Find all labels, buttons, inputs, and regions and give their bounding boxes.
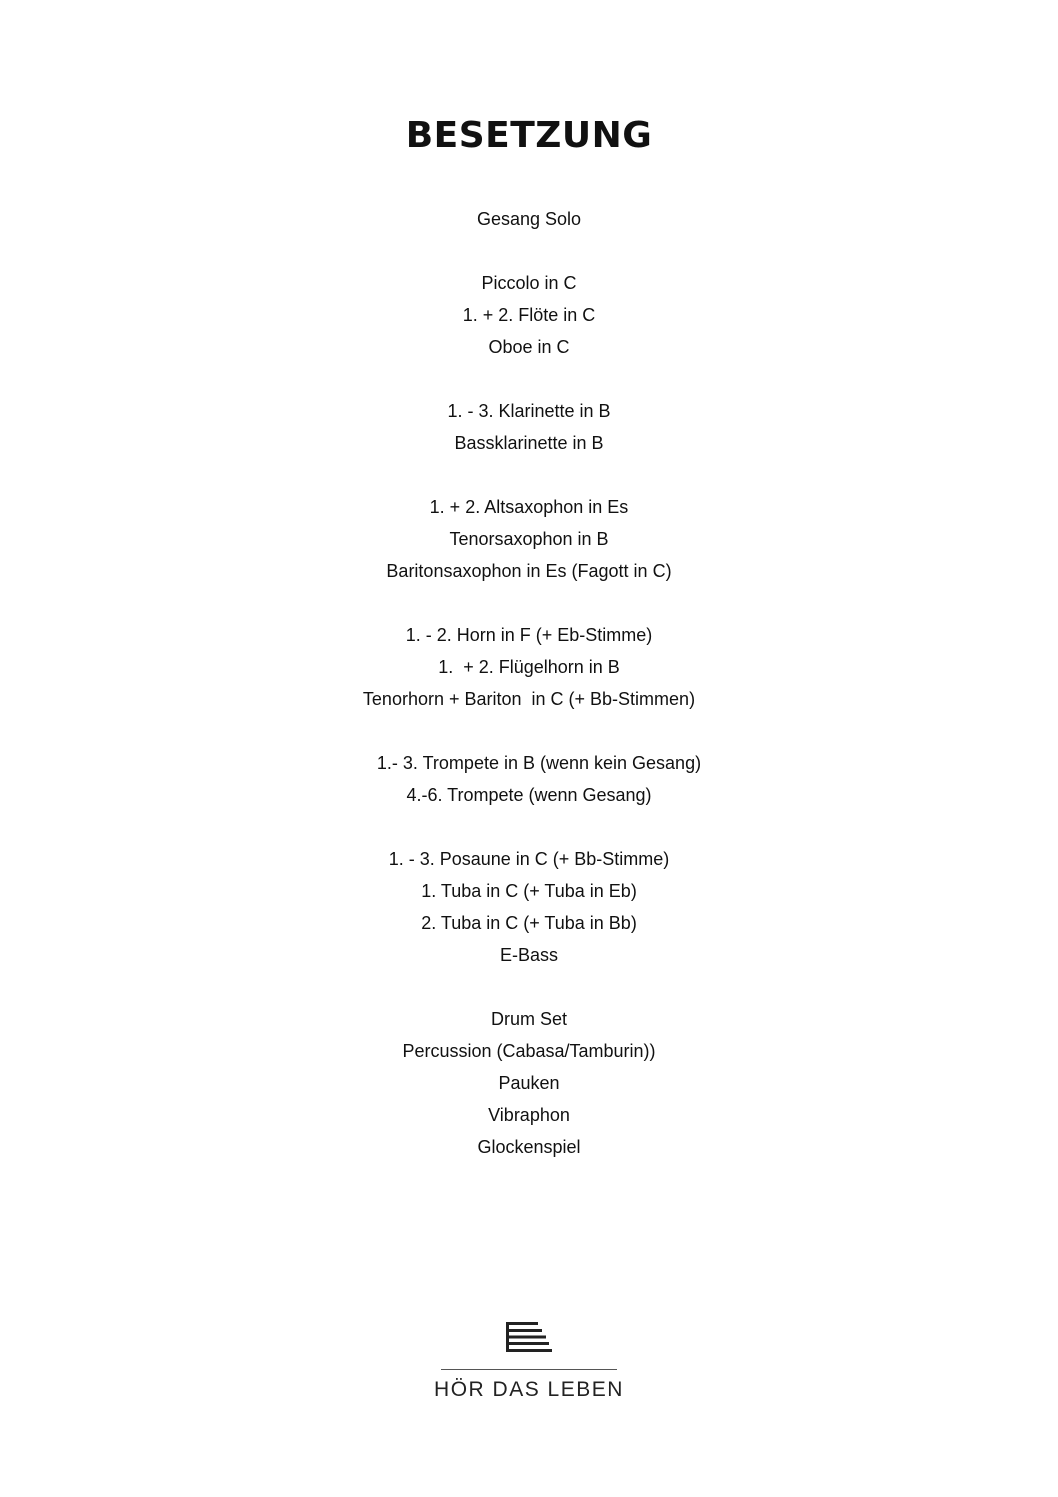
list-item: Gesang Solo — [476, 209, 582, 229]
group-horns — [0, 619, 1058, 715]
list-item: 1. - 2. Horn in F (+ Eb-Stimme) — [405, 625, 653, 645]
list-item: 1. Tuba in C (+ Tuba in Eb) — [421, 881, 637, 901]
publisher-logo — [0, 1322, 1058, 1402]
list-item: Tenorhorn + Bariton in C (+ Bb-Stimmen) — [362, 689, 696, 709]
list-item: Vibraphon — [488, 1105, 570, 1125]
page-title: BESETZUNG — [405, 115, 653, 156]
group-clarinets — [0, 395, 1058, 459]
stacked-lines-logo-icon — [506, 1322, 552, 1352]
list-item: Drum Set — [490, 1009, 568, 1029]
list-item: Baritonsaxophon in Es (Fagott in C) — [386, 561, 672, 581]
group-low-brass — [0, 843, 1058, 971]
list-item: Piccolo in C — [481, 273, 577, 293]
list-item: Pauken — [498, 1073, 560, 1093]
list-item: 1. + 2. Flöte in C — [462, 305, 596, 325]
list-item: 1. + 2. Flügelhorn in B — [438, 657, 620, 677]
list-item: Bassklarinette in B — [454, 433, 604, 453]
list-item: 1.- 3. Trompete in B (wenn kein Gesang) — [356, 753, 702, 773]
group-vocals — [0, 203, 1058, 235]
list-item: Oboe in C — [488, 337, 570, 357]
group-trumpets — [0, 747, 1058, 811]
list-item: 2. Tuba in C (+ Tuba in Bb) — [421, 913, 637, 933]
group-woodwinds-high — [0, 267, 1058, 363]
list-item: 1. - 3. Klarinette in B — [447, 401, 611, 421]
list-item: Glockenspiel — [477, 1137, 581, 1157]
list-item: 1. - 3. Posaune in C (+ Bb-Stimme) — [388, 849, 670, 869]
group-percussion — [0, 1003, 1058, 1163]
list-item: Tenorsaxophon in B — [449, 529, 609, 549]
logo-divider — [441, 1369, 617, 1370]
logo-wordmark: HÖR DAS LEBEN — [434, 1378, 624, 1401]
list-item: 1. + 2. Altsaxophon in Es — [429, 497, 629, 517]
instrumentation-list — [0, 203, 1058, 1195]
list-item: Percussion (Cabasa/Tamburin)) — [402, 1041, 656, 1061]
list-item: 4.-6. Trompete (wenn Gesang) — [406, 785, 652, 805]
group-saxophones — [0, 491, 1058, 587]
list-item: E-Bass — [499, 945, 559, 965]
